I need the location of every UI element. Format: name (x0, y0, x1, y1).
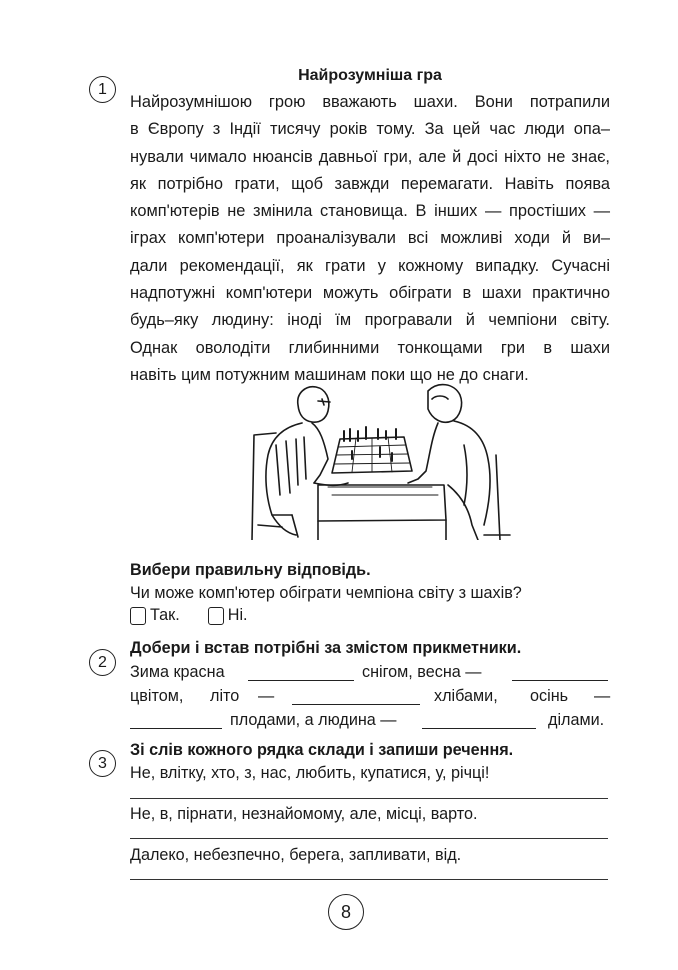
answer-blank[interactable] (422, 728, 536, 729)
task3-heading: Зі слів кожного рядка склади і запиши речення. (130, 741, 514, 759)
story-line: дали рекомендації, як грати у кожному випадку. Сучасні (130, 256, 610, 275)
story-line: навіть цим потужним машинам поки що не до снаги. (130, 365, 529, 384)
fill-text: плодами, а людина — (230, 711, 397, 729)
option-yes-label: Так. (150, 606, 180, 624)
answer-blank[interactable] (248, 680, 354, 681)
story-line: іграх комп'ютери проаналізували всі можливі ходи й ви– (130, 229, 610, 248)
story-text (130, 89, 610, 389)
quiz-options (130, 606, 248, 625)
word-set-2: Не, в, пірнати, незнайомому, але, місці, варто. (130, 805, 478, 823)
fill-text: снігом, весна — (362, 663, 482, 681)
word-set-1: Не, влітку, хто, з, нас, любить, купатися, у, річці! (130, 764, 490, 782)
option-no-label: Ні. (227, 606, 248, 624)
fill-row-3 (130, 711, 610, 735)
story-line: надпотужні комп'ютери можуть обіграти в шахи практично (130, 284, 610, 303)
story-line: як потрібно грати, щоб завжди перемагати. Навіть поява (130, 174, 610, 193)
task-number-3: 3 (89, 750, 116, 777)
fill-text: хлібами, (434, 687, 498, 705)
fill-text: осінь (530, 687, 569, 705)
writing-line-3[interactable] (130, 879, 608, 880)
fill-text: — (258, 687, 275, 705)
story-line: в Європу з Індії тисячу років тому. За цей час люди опа– (130, 120, 610, 139)
task-number-2: 2 (89, 649, 116, 676)
chess-players-illustration (232, 375, 522, 540)
story-line: Найрозумнішою грою вважають шахи. Вони потрапили (130, 93, 610, 111)
fill-text: цвітом, (130, 687, 184, 705)
fill-row-2 (130, 687, 610, 711)
writing-line-2[interactable] (130, 838, 608, 839)
option-yes-checkbox[interactable] (130, 607, 146, 625)
quiz-question: Чи може комп'ютер обіграти чемпіона світу з шахів? (130, 584, 522, 602)
page-number: 8 (328, 894, 364, 930)
fill-text: — (594, 687, 611, 705)
task2-heading: Добери і встав потрібні за змістом прикметники. (130, 639, 522, 657)
quiz-heading: Вибери правильну відповідь. (130, 561, 371, 579)
answer-blank[interactable] (512, 680, 608, 681)
story-line: Однак оволодіти глибинними тонкощами гри в шахи (130, 338, 610, 357)
option-no-checkbox[interactable] (208, 607, 224, 625)
word-set-3: Далеко, небезпечно, берега, запливати, від. (130, 846, 462, 864)
story-line: комп'ютерів не змінила становища. В інших — простіших — (130, 202, 610, 221)
writing-line-1[interactable] (130, 798, 608, 799)
fill-text: Зима красна (130, 663, 225, 681)
fill-row-1 (130, 663, 610, 687)
fill-text: ділами. (548, 711, 605, 729)
fill-text: літо (210, 687, 240, 705)
story-title: Найрозумніша гра (298, 67, 442, 84)
answer-blank[interactable] (130, 728, 222, 729)
story-line: будь–яку людину: іноді їм програвали й чемпіони світу. (130, 311, 610, 330)
story-line: нували чимало нюансів давньої гри, але й досі ніхто не знає, (130, 147, 610, 166)
answer-blank[interactable] (292, 704, 420, 705)
task-number-1: 1 (89, 76, 116, 103)
